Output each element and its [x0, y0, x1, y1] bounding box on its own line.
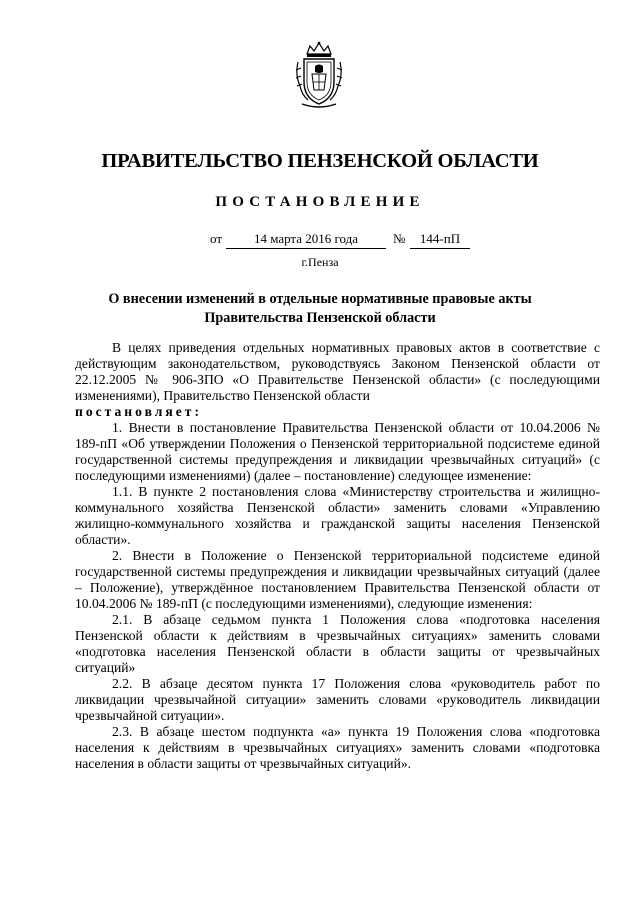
- paragraph-2-1: 2.1. В абзаце седьмом пункта 1 Положения слова «подготовка населения Пензенской области к действиям в чрезвычайных ситуациях» заменить словами «подготовка населения Пензенской области в области защиты от чрезвычайных ситуаций»: [75, 612, 600, 675]
- decides-keyword: постановляет:: [75, 404, 202, 419]
- number-sign: №: [393, 231, 406, 246]
- document-type: ПОСТАНОВЛЕНИЕ: [215, 194, 425, 210]
- paragraph-2-3: 2.3. В абзаце шестом подпункта «а» пункта 19 Положения слова «подготовка населения к действиям в чрезвычайных ситуациях» заменить словами «подготовка населения в области защиты от чрезвычайных ситуаций».: [75, 724, 600, 771]
- title-line-1: О внесении изменений в отдельные нормативные правовые акты: [108, 291, 532, 307]
- paragraph-2: 2. Внести в Положение о Пензенской территориальной подсистеме единой государственной системы предупреждения и ликвидации чрезвычайных ситуаций (далее – Положение), утверждённое постановлением Правительства Пензенской области от 10.04.2006 № 189-пП (с последующими изменениями), следующие изменения:: [75, 548, 600, 611]
- date-prefix: от: [210, 231, 223, 246]
- document-title: [80, 290, 560, 328]
- paragraph-1-1: 1.1. В пункте 2 постановления слова «Министерству строительства и жилищно-коммунального хозяйства Пензенской области» заменить словами «Управлению жилищно-коммунального хозяйства и гражданской защиты населения Пензенской области».: [75, 484, 600, 547]
- paragraph-2-2: 2.2. В абзаце десятом пункта 17 Положения слова «руководитель работ по ликвидации чрезвычайной ситуации» заменить словами «руководитель ликвидации чрезвычайной ситуации».: [75, 676, 600, 723]
- document-number: 144-пП: [410, 231, 470, 249]
- paragraph-1: 1. Внести в постановление Правительства Пензенской области от 10.04.2006 № 189-пП «Об утверждении Положения о Пензенской территориальной подсистеме единой государственной системы предупреждения и ликвидации чрезвычайных ситуаций» (с последующими изменениями) (далее – постановление) следующее изменение:: [75, 420, 600, 483]
- coat-of-arms-icon: [292, 40, 346, 110]
- government-name: ПРАВИТЕЛЬСТВО ПЕНЗЕНСКОЙ ОБЛАСТИ: [101, 150, 539, 172]
- intro-paragraph: В целях приведения отдельных нормативных правовых актов в соответствие с действующим законодательством, руководствуясь Законом Пензенской области от 22.12.2005 № 906-ЗПО «О Правительстве Пензенской области» (с последующими изменениями), Правительство Пензенской области: [75, 340, 600, 403]
- city: г.Пенза: [301, 255, 339, 269]
- document-body: [75, 340, 600, 772]
- document-date: 14 марта 2016 года: [226, 231, 386, 249]
- date-number-line: [210, 230, 470, 248]
- title-line-2: Правительства Пензенской области: [204, 310, 436, 326]
